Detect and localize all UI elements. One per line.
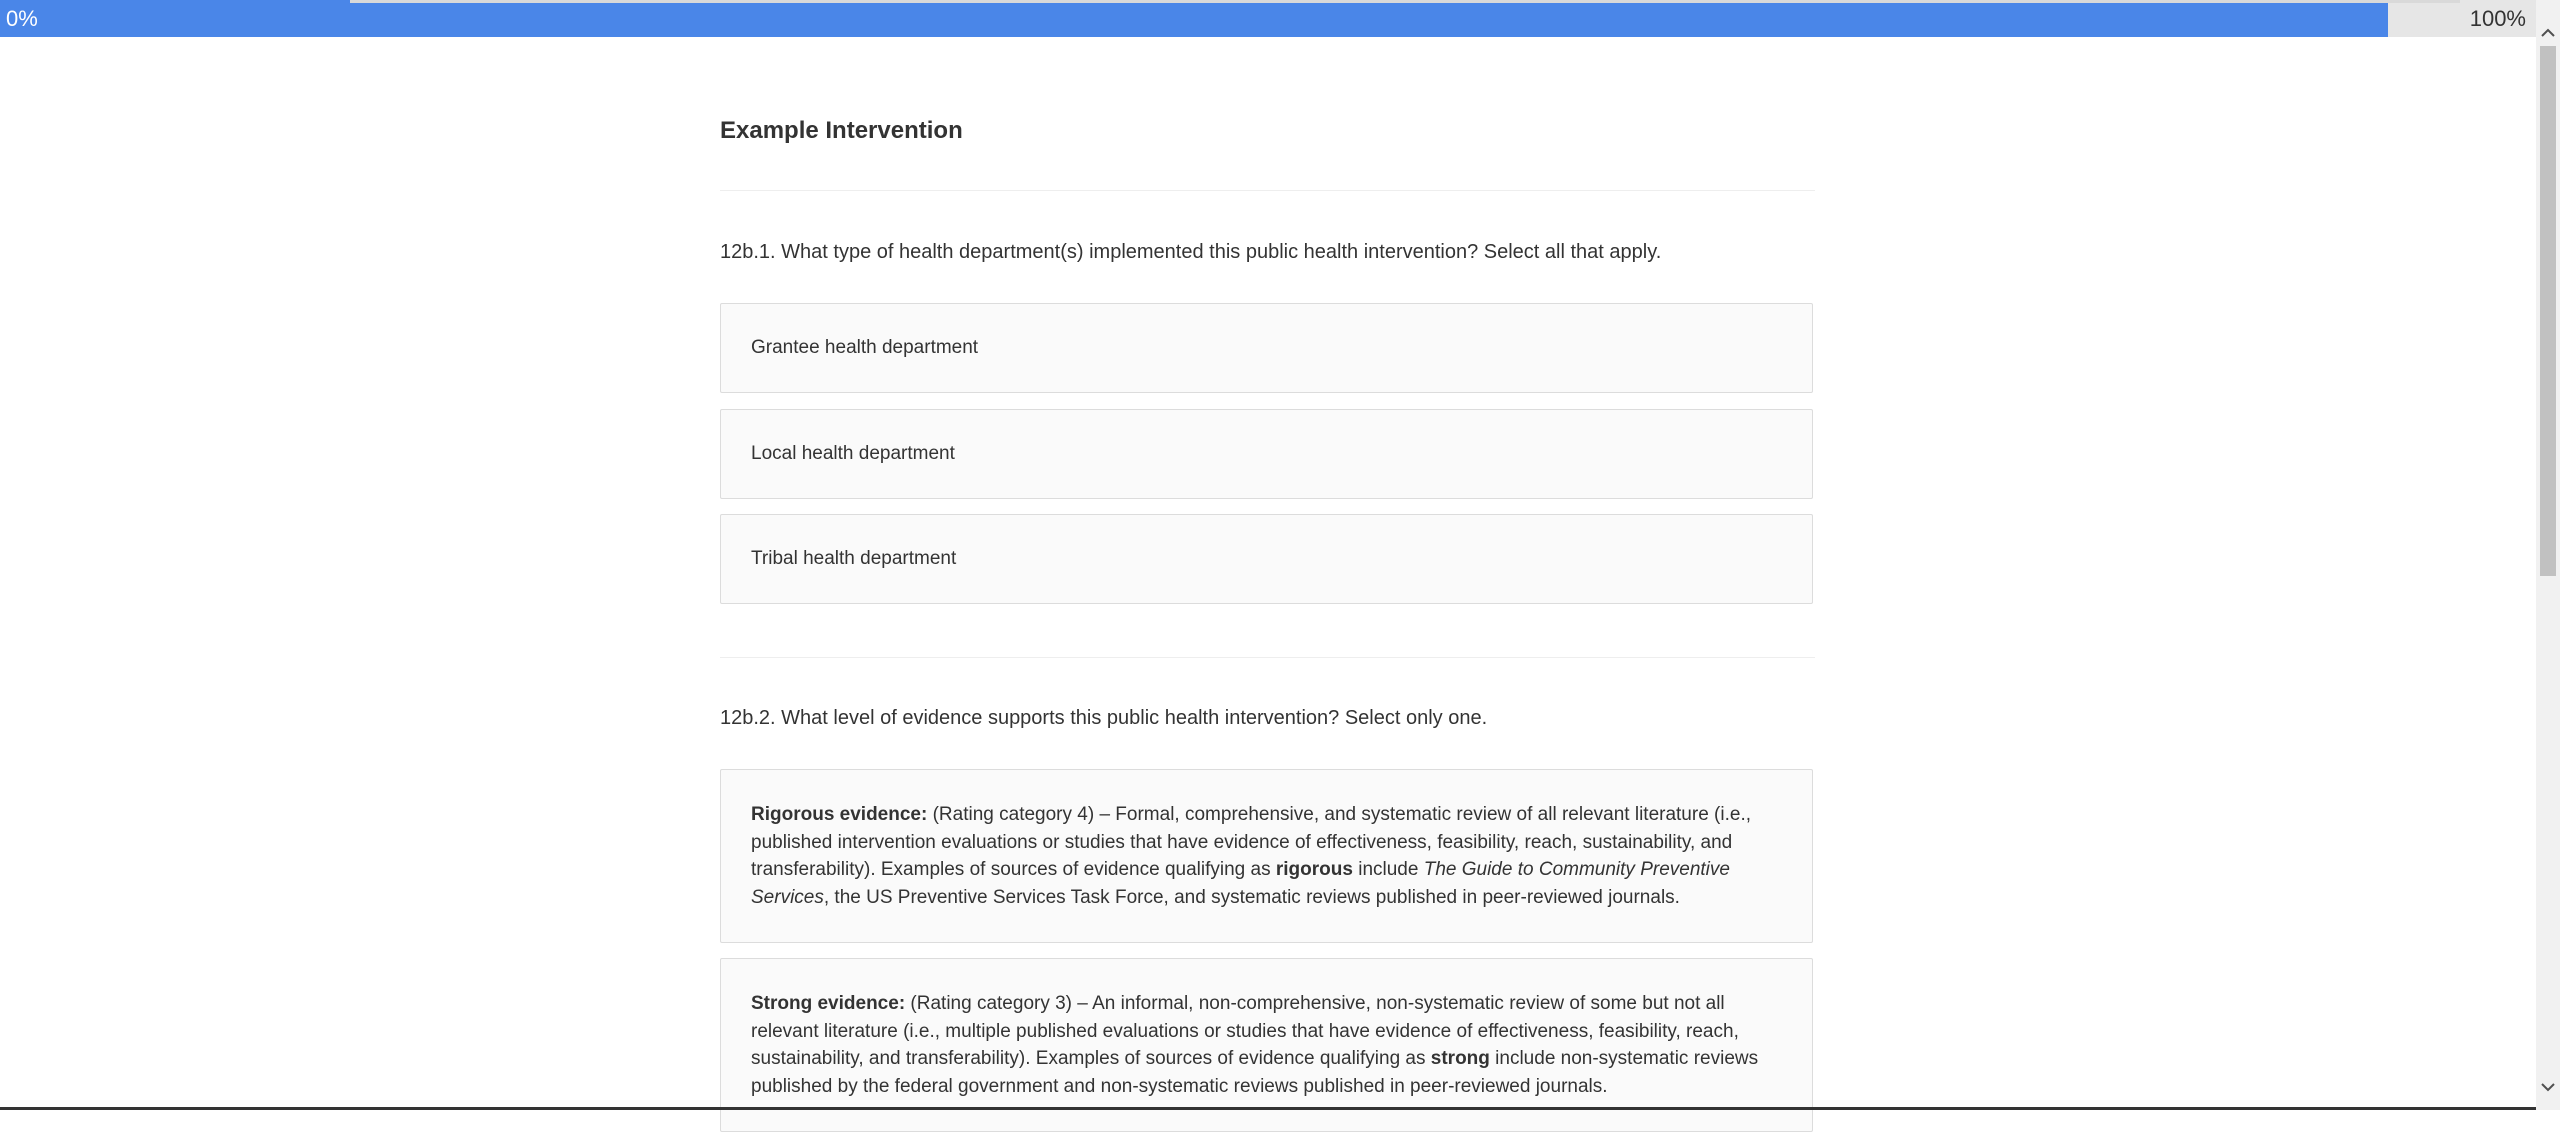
progress-track-edge bbox=[350, 0, 2460, 3]
chevron-down-icon[interactable] bbox=[2536, 1074, 2560, 1098]
page-title: Example Intervention bbox=[720, 117, 963, 144]
progress-fill bbox=[0, 0, 2388, 37]
option-label: Rigorous evidence: bbox=[751, 804, 928, 825]
option-description: (Rating category 3) – An informal, non-comprehensive, non-systematic review of some but not all relevant literature (i.e., multiple published evaluations or studies that have evidence of effectiveness, feasibility, reach, sustainability, and transferability). Examples of sources of evidence qualifying as bbox=[751, 993, 1739, 1069]
progress-start-label: 0% bbox=[6, 6, 38, 31]
chevron-up-icon[interactable] bbox=[2536, 20, 2560, 44]
option-local-health-department[interactable]: Local health department bbox=[720, 409, 1813, 499]
question-12b1-text: 12b.1. What type of health department(s) implemented this public health intervention? Select all that apply. bbox=[720, 241, 1662, 263]
question-12b2-text: 12b.2. What level of evidence supports this public health intervention? Select only one. bbox=[720, 707, 1488, 729]
vertical-scrollbar[interactable] bbox=[2536, 0, 2560, 1110]
scrollbar-thumb[interactable] bbox=[2540, 46, 2556, 576]
option-grantee-health-department[interactable]: Grantee health department bbox=[720, 303, 1813, 393]
option-strong-evidence[interactable] bbox=[720, 958, 1813, 1132]
progress-bar bbox=[0, 0, 2536, 37]
section-divider bbox=[720, 657, 1815, 658]
option-description: , the US Preventive Services Task Force, and systematic reviews published in peer-reviewed journals. bbox=[823, 886, 1680, 908]
option-description: include non-systematic reviews published by the federal government and non-systematic reviews published in peer-reviewed journals. bbox=[751, 1048, 1759, 1097]
option-tribal-health-department[interactable]: Tribal health department bbox=[720, 514, 1813, 604]
option-source-title: The Guide to Community Preventive Services bbox=[751, 859, 1730, 908]
option-emphasis: rigorous bbox=[1275, 859, 1353, 880]
option-description: include bbox=[1352, 859, 1424, 880]
option-emphasis: strong bbox=[1430, 1048, 1490, 1069]
section-divider bbox=[720, 190, 1815, 191]
progress-end-label: 100% bbox=[2469, 6, 2526, 31]
option-label: Strong evidence: bbox=[751, 993, 906, 1014]
option-description: (Rating category 4) – Formal, comprehensive, and systematic review of all relevant literature (i.e., published intervention evaluations or studies that have evidence of effectiveness, feasibility, reach, sustainability, and transferability). Examples of sources of evidence qualifying as bbox=[751, 804, 1751, 880]
option-rigorous-evidence[interactable] bbox=[720, 769, 1813, 943]
